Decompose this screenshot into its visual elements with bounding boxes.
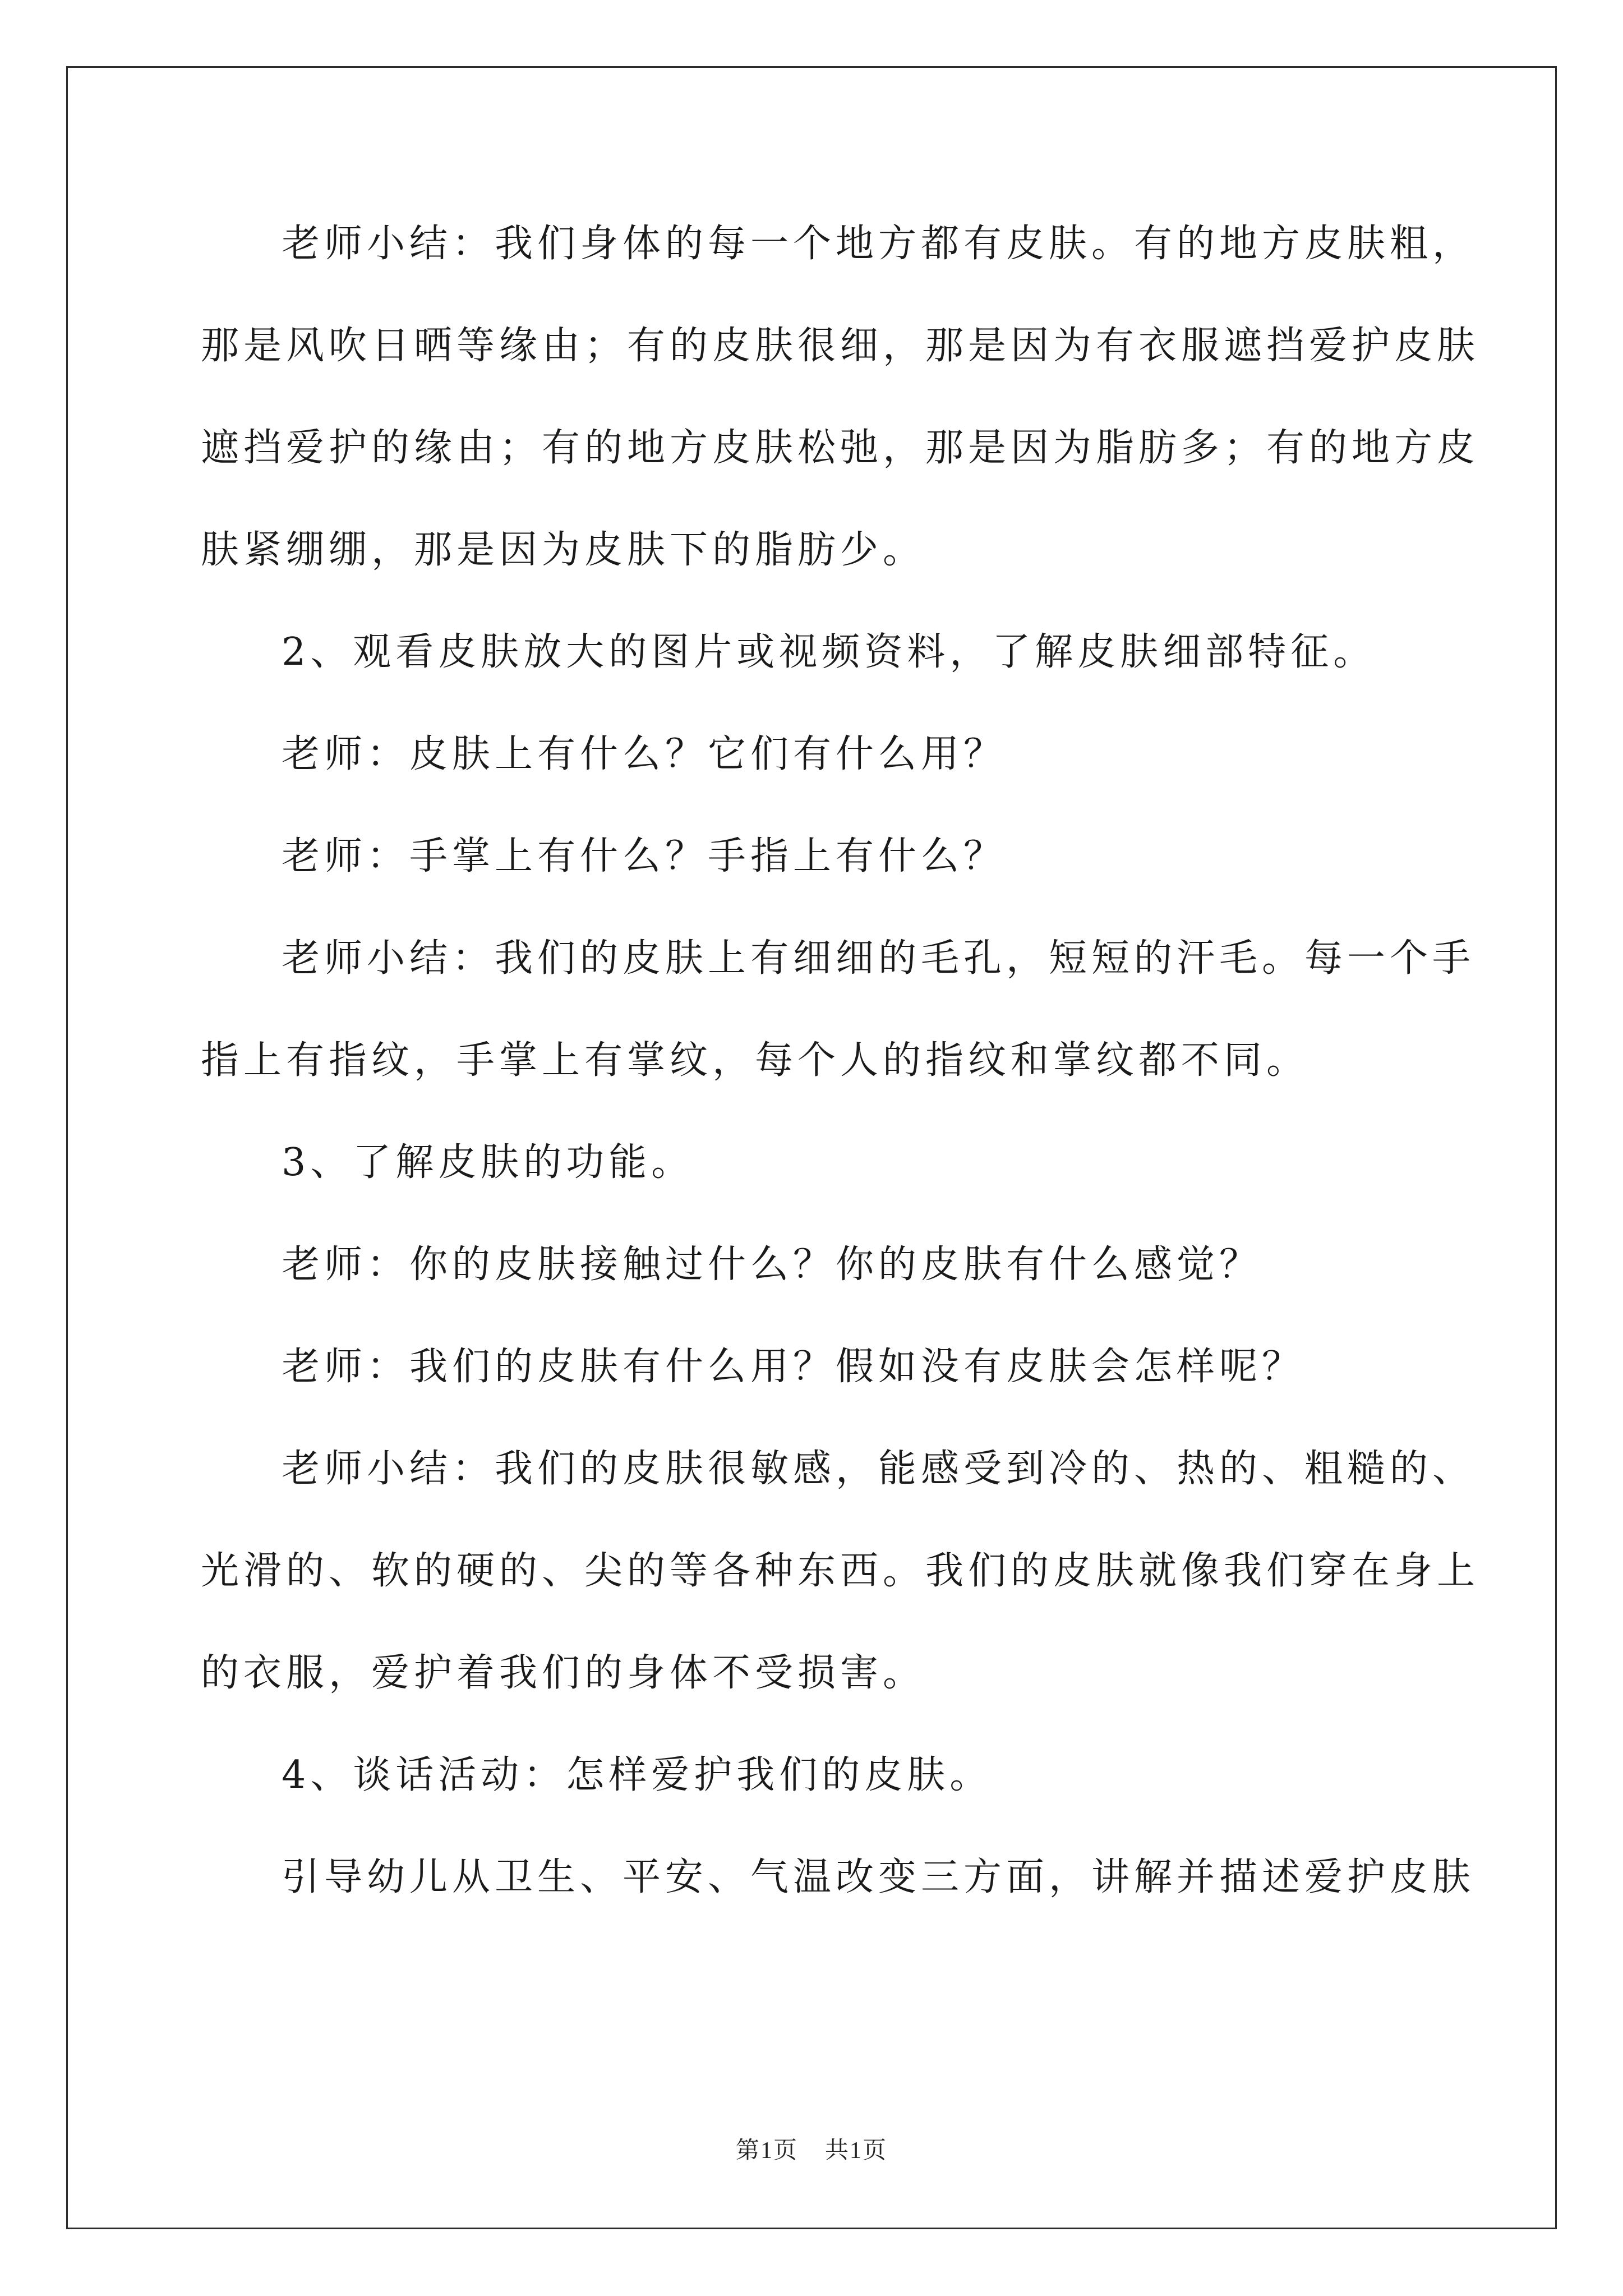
paragraph-line: 老师小结：我们身体的每一个地方都有皮肤。有的地方皮肤粗， bbox=[282, 222, 1476, 266]
paragraph-line: 那是风吹日晒等缘由；有的皮肤很细，那是因为有衣服遮挡爱护皮肤 bbox=[201, 324, 1480, 368]
paragraph-line: 老师：手掌上有什么？手指上有什么？ bbox=[282, 834, 1007, 878]
paragraph-line: 光滑的、软的硬的、尖的等各种东西。我们的皮肤就像我们穿在身上 bbox=[201, 1549, 1480, 1593]
paragraph-line: 老师：皮肤上有什么？它们有什么用？ bbox=[282, 732, 1007, 776]
section-heading-2: 2、观看皮肤放大的图片或视频资料，了解皮肤细部特征。 bbox=[282, 630, 1376, 674]
paragraph-line: 老师小结：我们的皮肤很敏感，能感受到冷的、热的、粗糙的、 bbox=[282, 1447, 1476, 1491]
document-body bbox=[201, 216, 1480, 1952]
paragraph-line: 指上有指纹，手掌上有掌纹，每个人的指纹和掌纹都不同。 bbox=[201, 1038, 1310, 1083]
paragraph-line: 引导幼儿从卫生、平安、气温改变三方面，讲解并描述爱护皮肤 bbox=[282, 1855, 1476, 1899]
paragraph-line: 肤紧绷绷，那是因为皮肤下的脂肪少。 bbox=[201, 528, 926, 572]
section-heading-4: 4、谈话活动：怎样爱护我们的皮肤。 bbox=[282, 1753, 993, 1797]
paragraph-line: 遮挡爱护的缘由；有的地方皮肤松弛，那是因为脂肪多；有的地方皮 bbox=[201, 426, 1480, 470]
paragraph-line: 老师：你的皮肤接触过什么？你的皮肤有什么感觉？ bbox=[282, 1243, 1262, 1287]
section-heading-3: 3、了解皮肤的功能。 bbox=[282, 1140, 694, 1185]
page-total: 共1页 bbox=[825, 2138, 888, 2164]
paragraph-line: 老师：我们的皮肤有什么用？假如没有皮肤会怎样呢？ bbox=[282, 1345, 1305, 1389]
page-footer bbox=[0, 2132, 1623, 2165]
page-number: 第1页 bbox=[735, 2138, 798, 2164]
paragraph-line: 的衣服，爱护着我们的身体不受损害。 bbox=[201, 1651, 926, 1695]
paragraph-line: 老师小结：我们的皮肤上有细细的毛孔，短短的汗毛。每一个手 bbox=[282, 936, 1476, 981]
